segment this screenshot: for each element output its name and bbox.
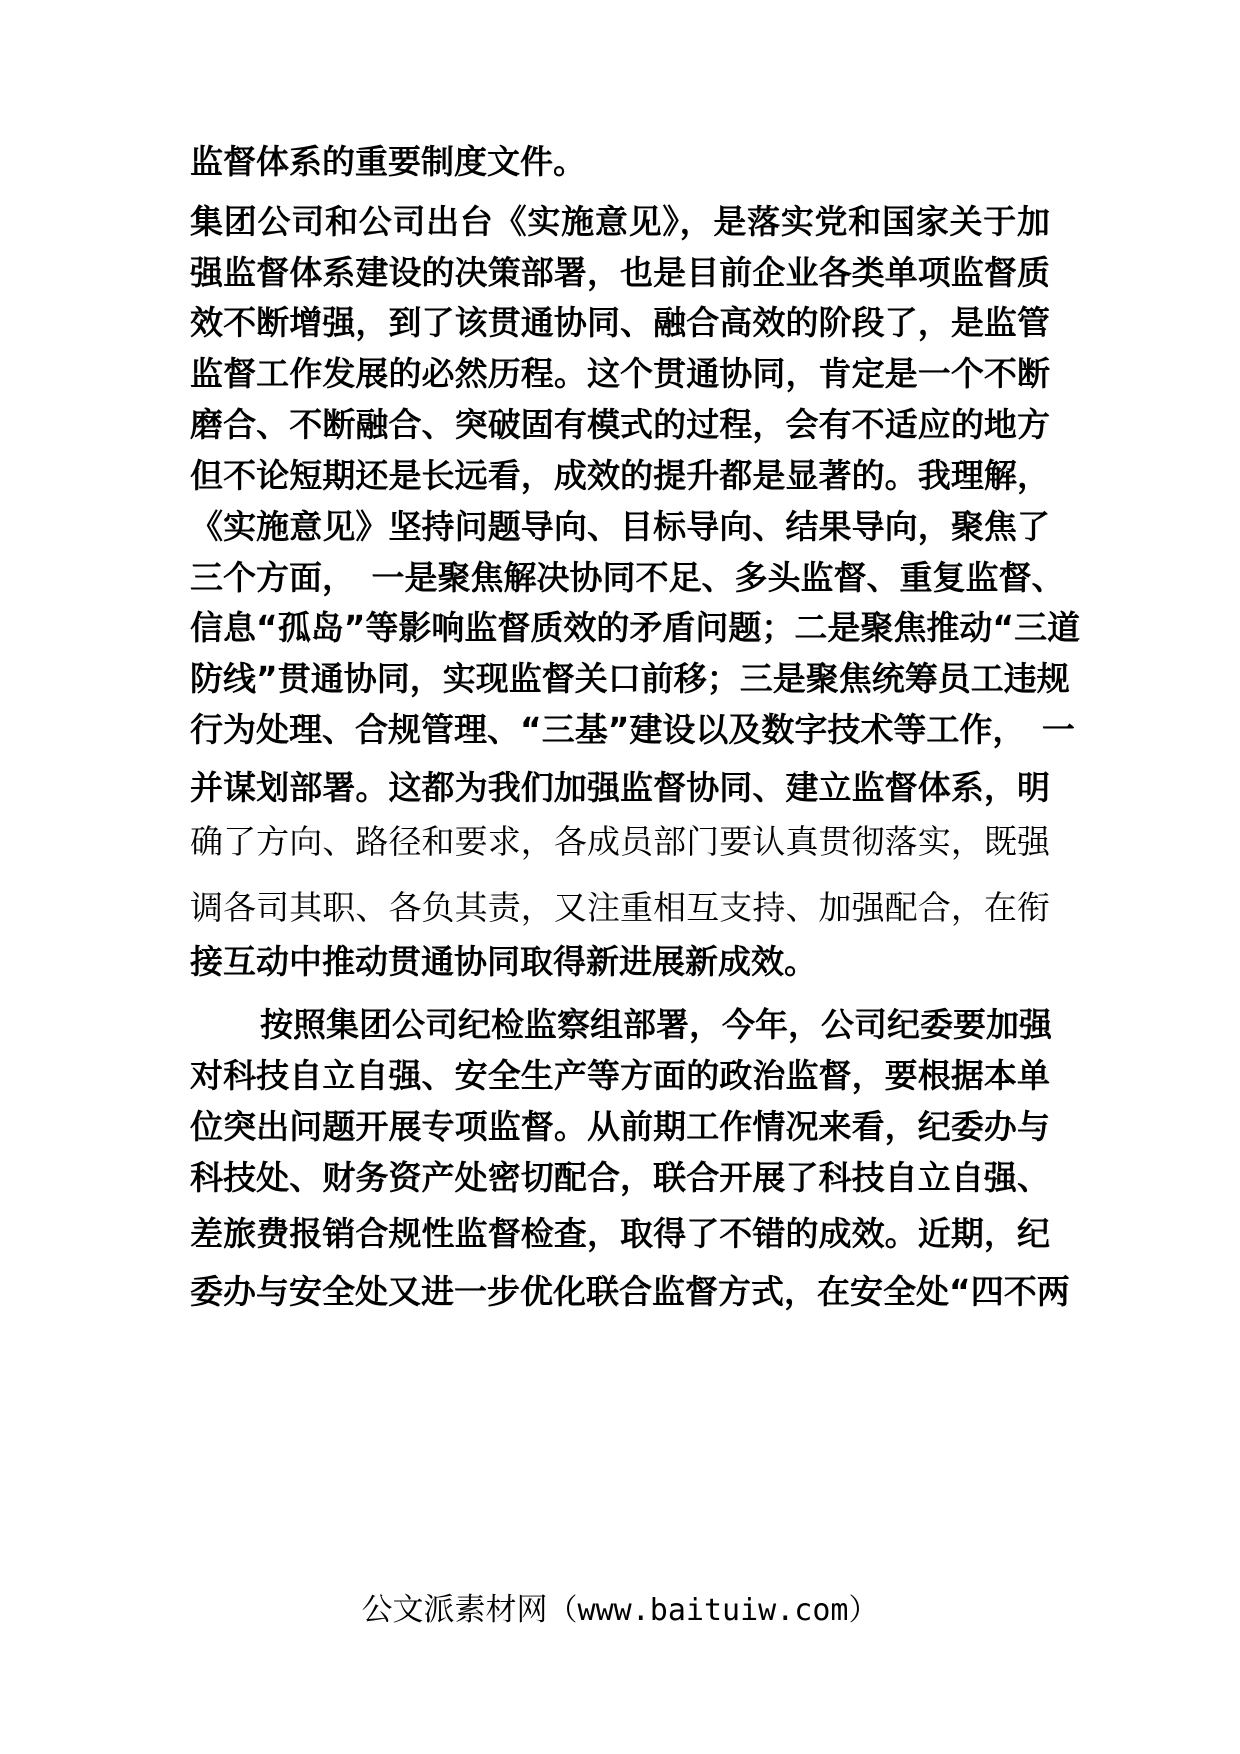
text-line-13: 并谋划部署。这都为我们加强监督协同、建立监督体系，明: [190, 768, 1050, 807]
text-line-3: 强监督体系建设的决策部署，也是目前企业各类单项监督质: [190, 253, 1050, 292]
text-line-22: 委办与安全处又进一步优化联合监督方式，在安全处“四不两: [190, 1272, 1070, 1311]
text-line-15: 调各司其职、各负其责，又注重相互支持、加强配合，在衔: [190, 888, 1050, 927]
text-line-10: 信息“孤岛”等影响监督质效的矛盾问题；二是聚焦推动“三道: [190, 608, 1081, 647]
text-line-9: 三个方面， 一是聚焦解决协同不足、多头监督、重复监督、: [190, 558, 1065, 597]
text-line-2: 集团公司和公司出台《实施意见》，是落实党和国家关于加: [190, 202, 1050, 241]
text-line-12: 行为处理、合规管理、“三基”建设以及数字技术等工作， 一: [190, 710, 1075, 749]
text-line-5: 监督工作发展的必然历程。这个贯通协同，肯定是一个不断: [190, 354, 1050, 393]
text-line-16: 接互动中推动贯通协同取得新进展新成效。: [190, 942, 817, 981]
text-line-19: 位突出问题开展专项监督。从前期工作情况来看，纪委办与: [190, 1107, 1050, 1146]
footer-source: [0, 1590, 1240, 1631]
text-line-17: 按照集团公司纪检监察组部署，今年，公司纪委要加强: [260, 1005, 1052, 1044]
text-line-7: 但不论短期还是长远看，成效的提升都是显著的。我理解，: [190, 456, 1050, 495]
text-line-20: 科技处、财务资产处密切配合，联合开展了科技自立自强、: [190, 1158, 1050, 1197]
footer-url: （www.baituiw.com）: [547, 1593, 879, 1628]
text-line-14: 确了方向、路径和要求，各成员部门要认真贯彻落实，既强: [190, 822, 1050, 861]
text-line-18: 对科技自立自强、安全生产等方面的政治监督，要根据本单: [190, 1056, 1050, 1095]
text-line-8: 《实施意见》坚持问题导向、目标导向、结果导向，聚焦了: [190, 507, 1050, 546]
text-line-1: 监督体系的重要制度文件。: [190, 142, 586, 181]
text-line-11: 防线”贯通协同，实现监督关口前移；三是聚焦统筹员工违规: [190, 659, 1070, 698]
text-line-21: 差旅费报销合规性监督检查，取得了不错的成效。近期，纪: [190, 1214, 1050, 1253]
text-line-4: 效不断增强，到了该贯通协同、融合高效的阶段了，是监管: [190, 303, 1050, 342]
text-line-6: 磨合、不断融合、突破固有模式的过程，会有不适应的地方: [190, 405, 1050, 444]
footer-site-name: 公文派素材网: [361, 1592, 548, 1628]
